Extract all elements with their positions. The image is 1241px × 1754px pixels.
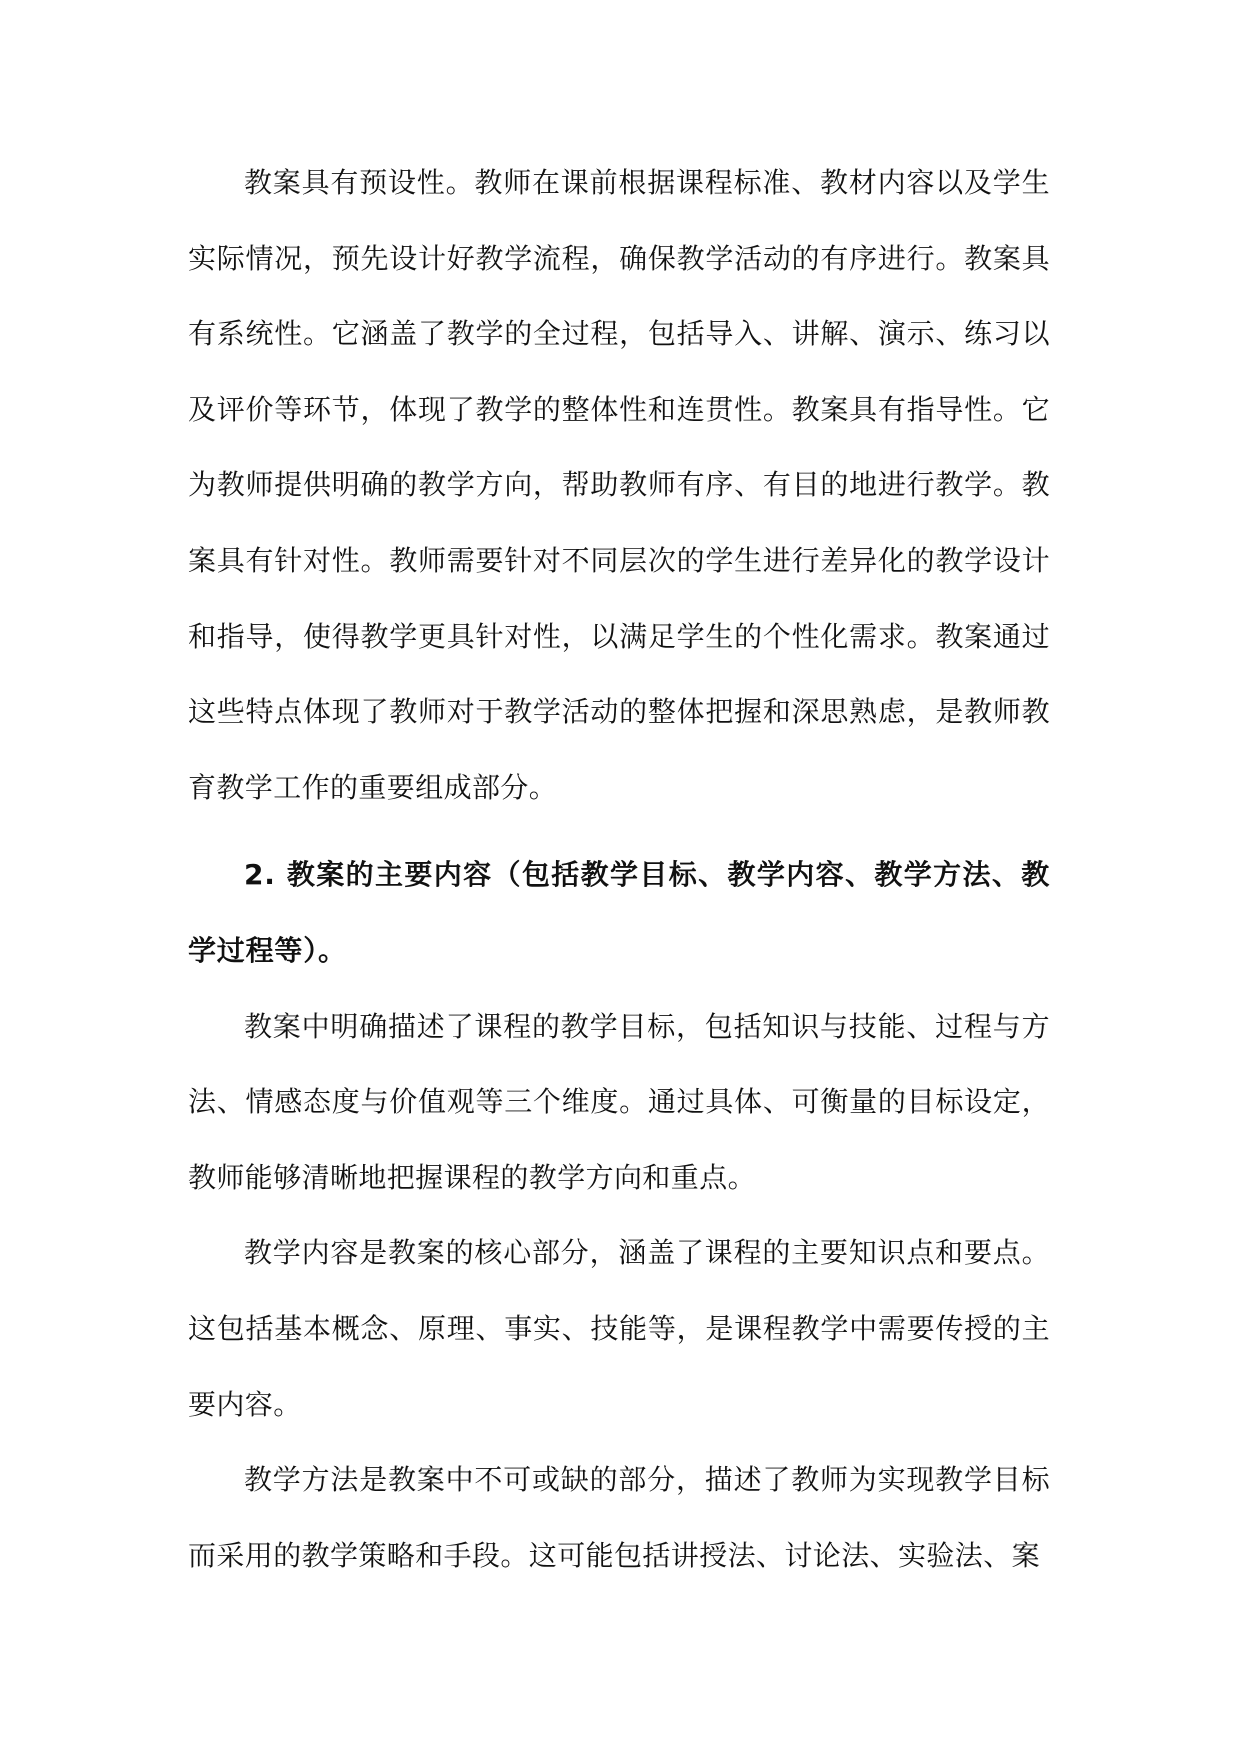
document-body	[188, 145, 1050, 1593]
paragraph-teaching-content: 教学内容是教案的核心部分，涵盖了课程的主要知识点和要点。这包括基本概念、原理、事实、技能等，是课程教学中需要传授的主要内容。	[188, 1236, 1050, 1421]
paragraph-lesson-plan-features: 教案具有预设性。教师在课前根据课程标准、教材内容以及学生实际情况，预先设计好教学流程，确保教学活动的有序进行。教案具有系统性。它涵盖了教学的全过程，包括导入、讲解、演示、练习以及评价等环节，体现了教学的整体性和连贯性。教案具有指导性。它为教师提供明确的教学方向，帮助教师有序、有目的地进行教学。教案具有针对性。教师需要针对不同层次的学生进行差异化的教学设计和指导，使得教学更具针对性，以满足学生的个性化需求。教案通过这些特点体现了教师对于教学活动的整体把握和深思熟虑，是教师教育教学工作的重要组成部分。	[188, 166, 1050, 804]
paragraph-teaching-methods: 教学方法是教案中不可或缺的部分，描述了教师为实现教学目标而采用的教学策略和手段。这可能包括讲授法、讨论法、实验法、案	[188, 1463, 1050, 1572]
paragraph-teaching-objectives: 教案中明确描述了课程的教学目标，包括知识与技能、过程与方法、情感态度与价值观等三个维度。通过具体、可衡量的目标设定，教师能够清晰地把握课程的教学方向和重点。	[188, 1009, 1050, 1194]
section-heading: 2. 教案的主要内容（包括教学目标、教学内容、教学方法、教学过程等）。	[188, 858, 1050, 967]
